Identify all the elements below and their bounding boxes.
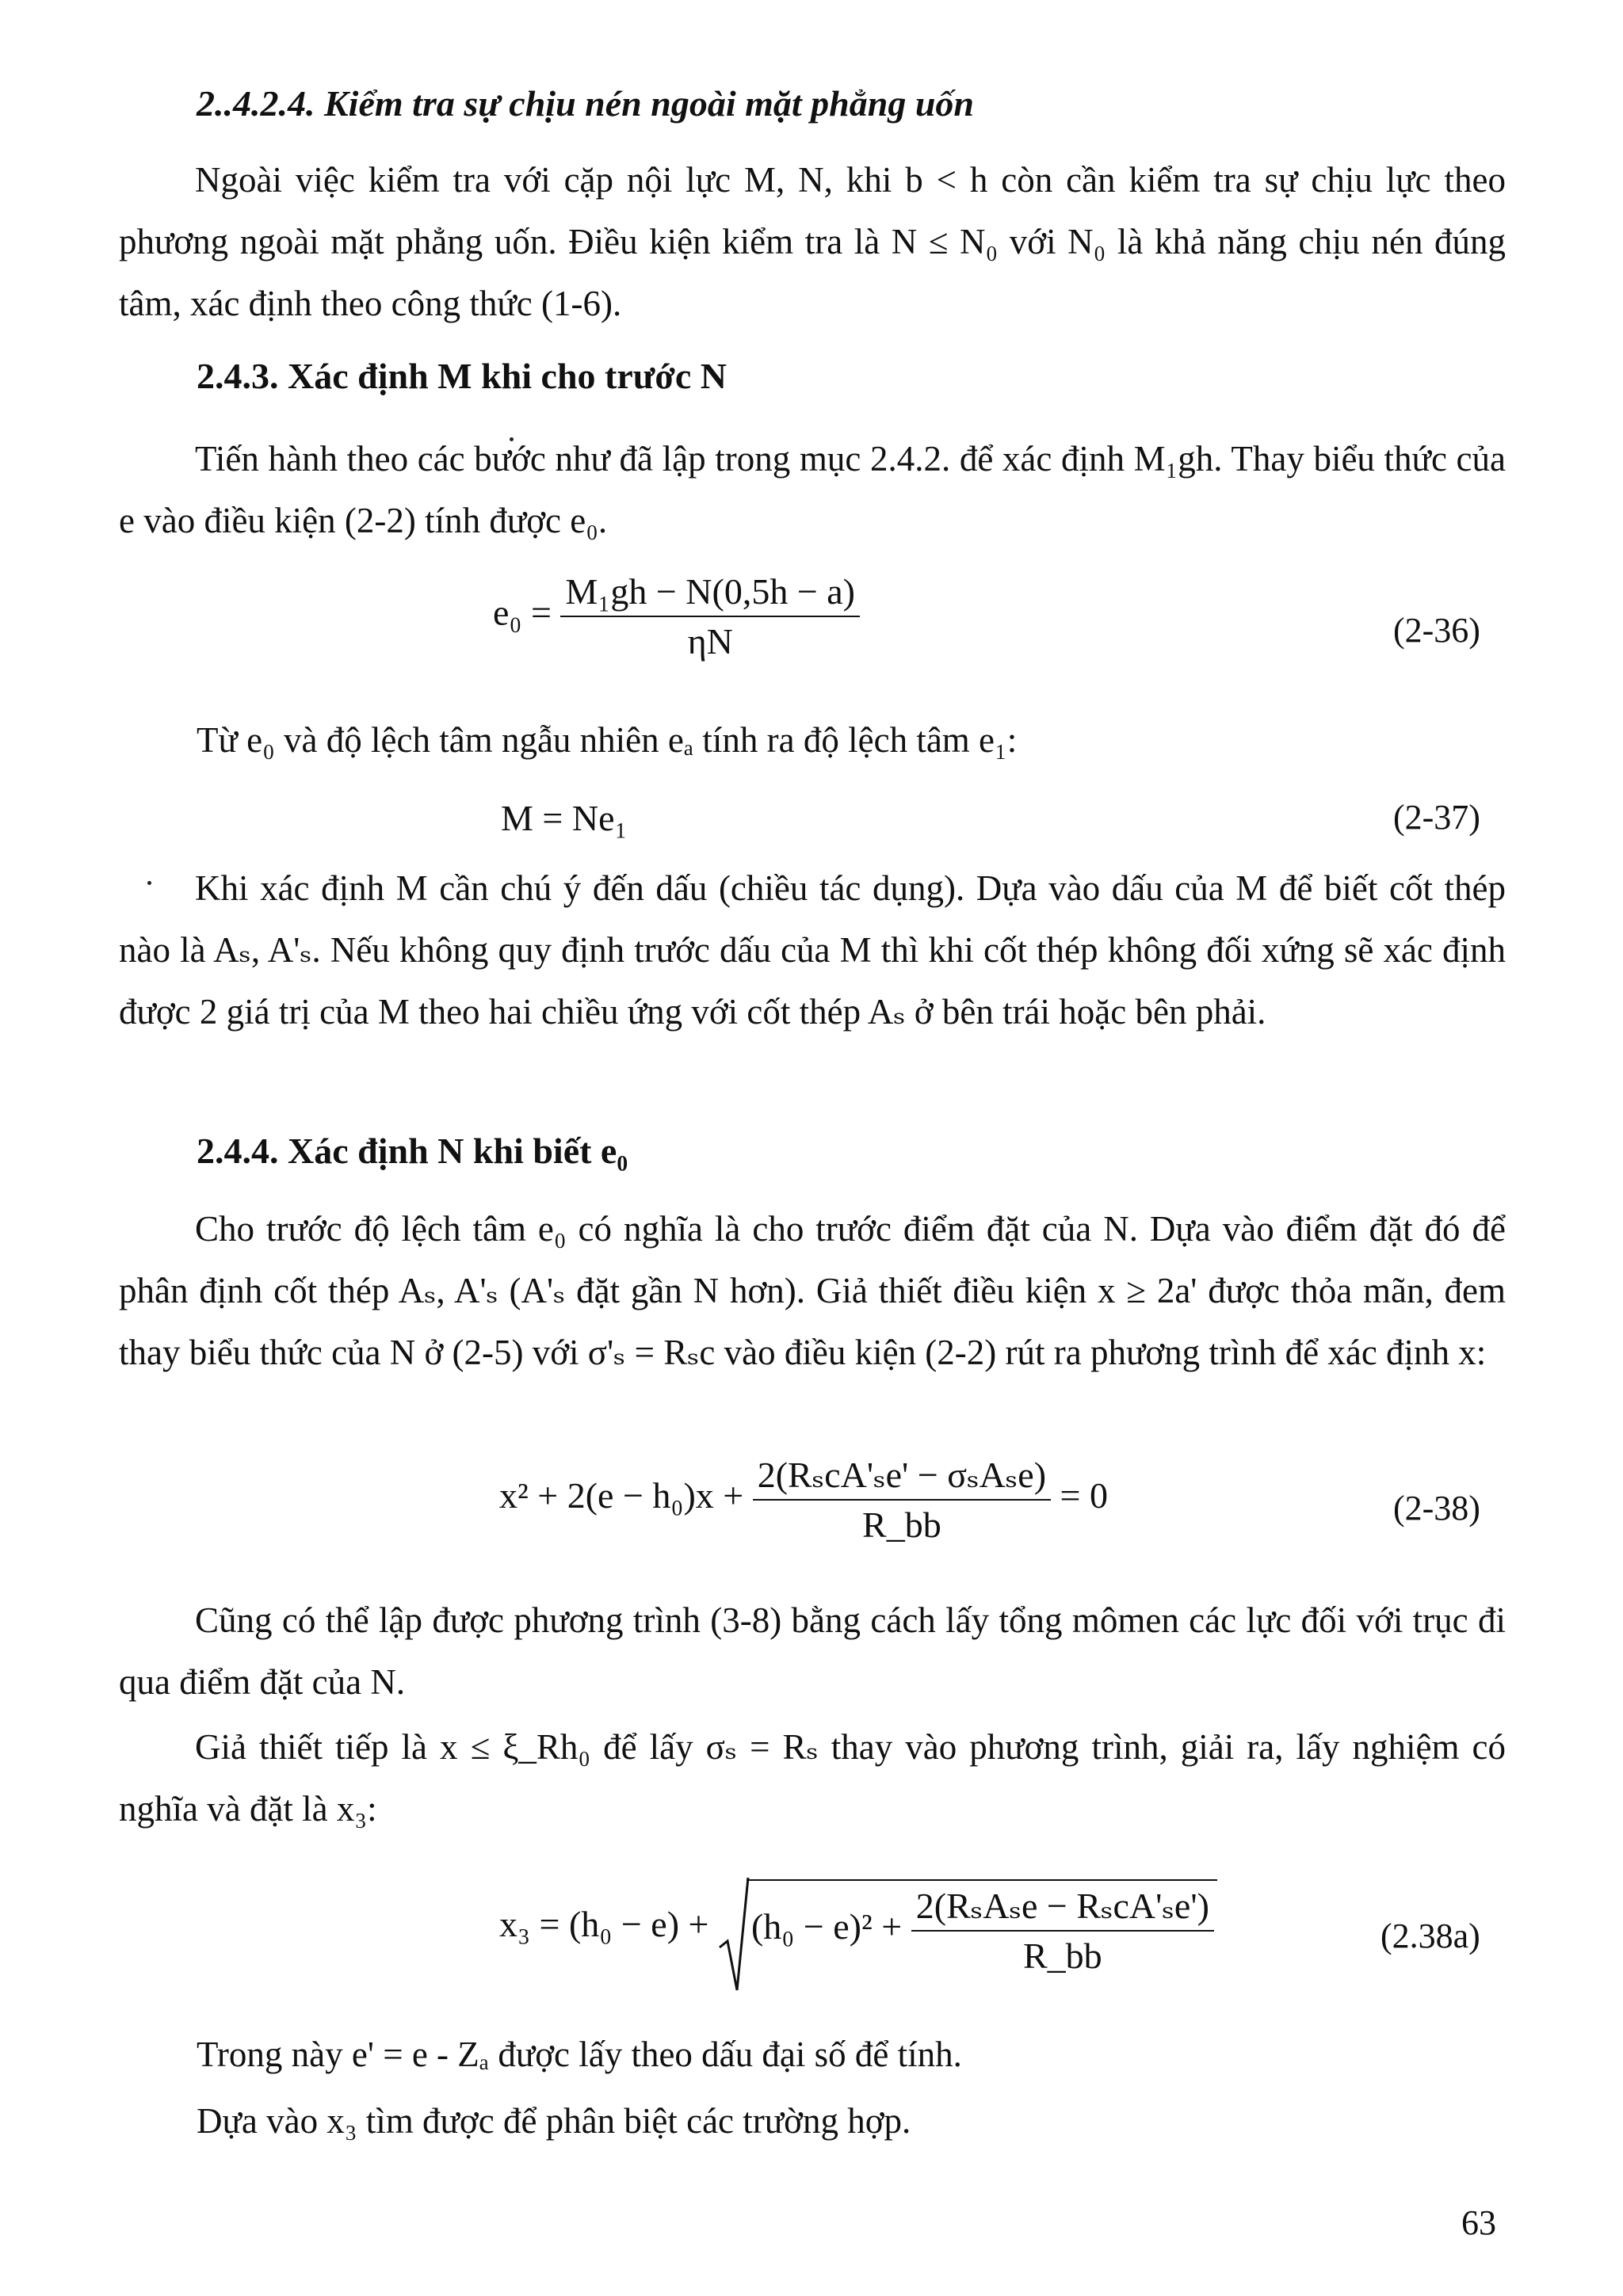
- fraction-denominator: R_bb: [1023, 1936, 1102, 1976]
- section-heading-2424: 2..4.2.4. Kiểm tra sự chịu nén ngoài mặt phẳng uốn: [197, 83, 975, 124]
- paragraph-243-sign: Khi xác định M cần chú ý đến dấu (chiều tác dụng). Dựa vào dấu của M để biết cốt thép nào là Aₛ, A'ₛ. Nếu không quy định trước dấu của M thì khi cốt thép không đối xứng sẽ xác định được 2 giá trị của M theo hai chiều ứng với cốt thép Aₛ ở bên trái hoặc bên phải.: [119, 868, 1506, 1032]
- equation-number-2-38a: (2.38a): [1381, 1917, 1480, 1955]
- fraction-denominator: R_bb: [862, 1505, 941, 1545]
- paragraph-244-note: Trong này e' = e - Zₐ được lấy theo dấu đại số để tính.: [197, 2035, 962, 2074]
- fraction-denominator: ηN: [687, 621, 733, 662]
- fraction-numerator: 2(RₛAₛe − RₛcA'ₛe'): [911, 1884, 1214, 1932]
- paragraph-244-assumption: Giả thiết tiếp là x ≤ ξ_Rh₀ để lấy σₛ = Rₛ thay vào phương trình, giải ra, lấy nghiệm có nghĩa và đặt là x₃:: [119, 1727, 1506, 1829]
- page-number: 63: [1461, 2203, 1496, 2242]
- equation-2-36: [493, 570, 860, 662]
- radicand-left: (h₀ − e)² +: [750, 1906, 903, 1947]
- paragraph-244-intro: Cho trước độ lệch tâm e₀ có nghĩa là cho trước điểm đặt của N. Dựa vào điểm đặt đó để phân định cốt thép Aₛ, A'ₛ (A'ₛ đặt gần N hơn). Giả thiết điều kiện x ≥ 2a' được thỏa mãn, đem thay biểu thức của N ở (2-5) với σ'ₛ = Rₛc vào điều kiện (2-2) rút ra phương trình để xác định x:: [119, 1209, 1506, 1372]
- equation-number-2-37: (2-37): [1393, 798, 1480, 837]
- equation-2-38a: [499, 1879, 1217, 1977]
- equation-2-37: M = Ne₁: [501, 798, 628, 838]
- fraction: [560, 570, 860, 662]
- equation-2-38: [499, 1453, 1108, 1546]
- fraction-numerator: 2(RₛcA'ₛe' − σₛAₛe): [753, 1453, 1051, 1501]
- fraction: [911, 1884, 1214, 1977]
- equation-lhs: e₀ =: [493, 592, 552, 633]
- paragraph-243-intro: Tiến hành theo các bước như đã lập trong mục 2.4.2. để xác định M₁gh. Thay biểu thức của e vào điều kiện (2-2) tính được e₀.: [119, 439, 1506, 540]
- paragraph-243-eccentricity: Từ e₀ và độ lệch tâm ngẫu nhiên eₐ tính ra độ lệch tâm e₁:: [197, 720, 1018, 760]
- paragraph-244-moment: Cũng có thể lập được phương trình (3-8) bằng cách lấy tổng mômen các lực đối với trục đi qua điểm đặt của N.: [119, 1600, 1506, 1702]
- paragraph-244-cases: Dựa vào x₃ tìm được để phân biệt các trường hợp.: [197, 2101, 911, 2141]
- equation-lhs: x₃ = (h₀ − e) +: [499, 1904, 709, 1945]
- radical-sign-icon: [718, 1875, 750, 1993]
- equation-number-2-36: (2-36): [1393, 611, 1480, 650]
- fraction-numerator: M₁gh − N(0,5h − a): [560, 570, 860, 617]
- section-heading-243: 2.4.3. Xác định M khi cho trước N: [197, 356, 727, 396]
- equation-number-2-38: (2-38): [1393, 1489, 1480, 1527]
- fraction: [753, 1453, 1051, 1546]
- paragraph-2424: Ngoài việc kiểm tra với cặp nội lực M, N, khi b < h còn cần kiểm tra sự chịu lực theo phương ngoài mặt phẳng uốn. Điều kiện kiểm tra là N ≤ N₀ với N₀ là khả năng chịu nén đúng tâm, xác định theo công thức (1-6).: [119, 160, 1506, 323]
- radicand: [747, 1879, 1217, 1977]
- section-heading-244: 2.4.4. Xác định N khi biết e₀: [197, 1131, 628, 1171]
- equation-rhs: = 0: [1060, 1475, 1108, 1516]
- equation-lhs: x² + 2(e − h₀)x +: [499, 1475, 744, 1516]
- square-root: [718, 1879, 1217, 1977]
